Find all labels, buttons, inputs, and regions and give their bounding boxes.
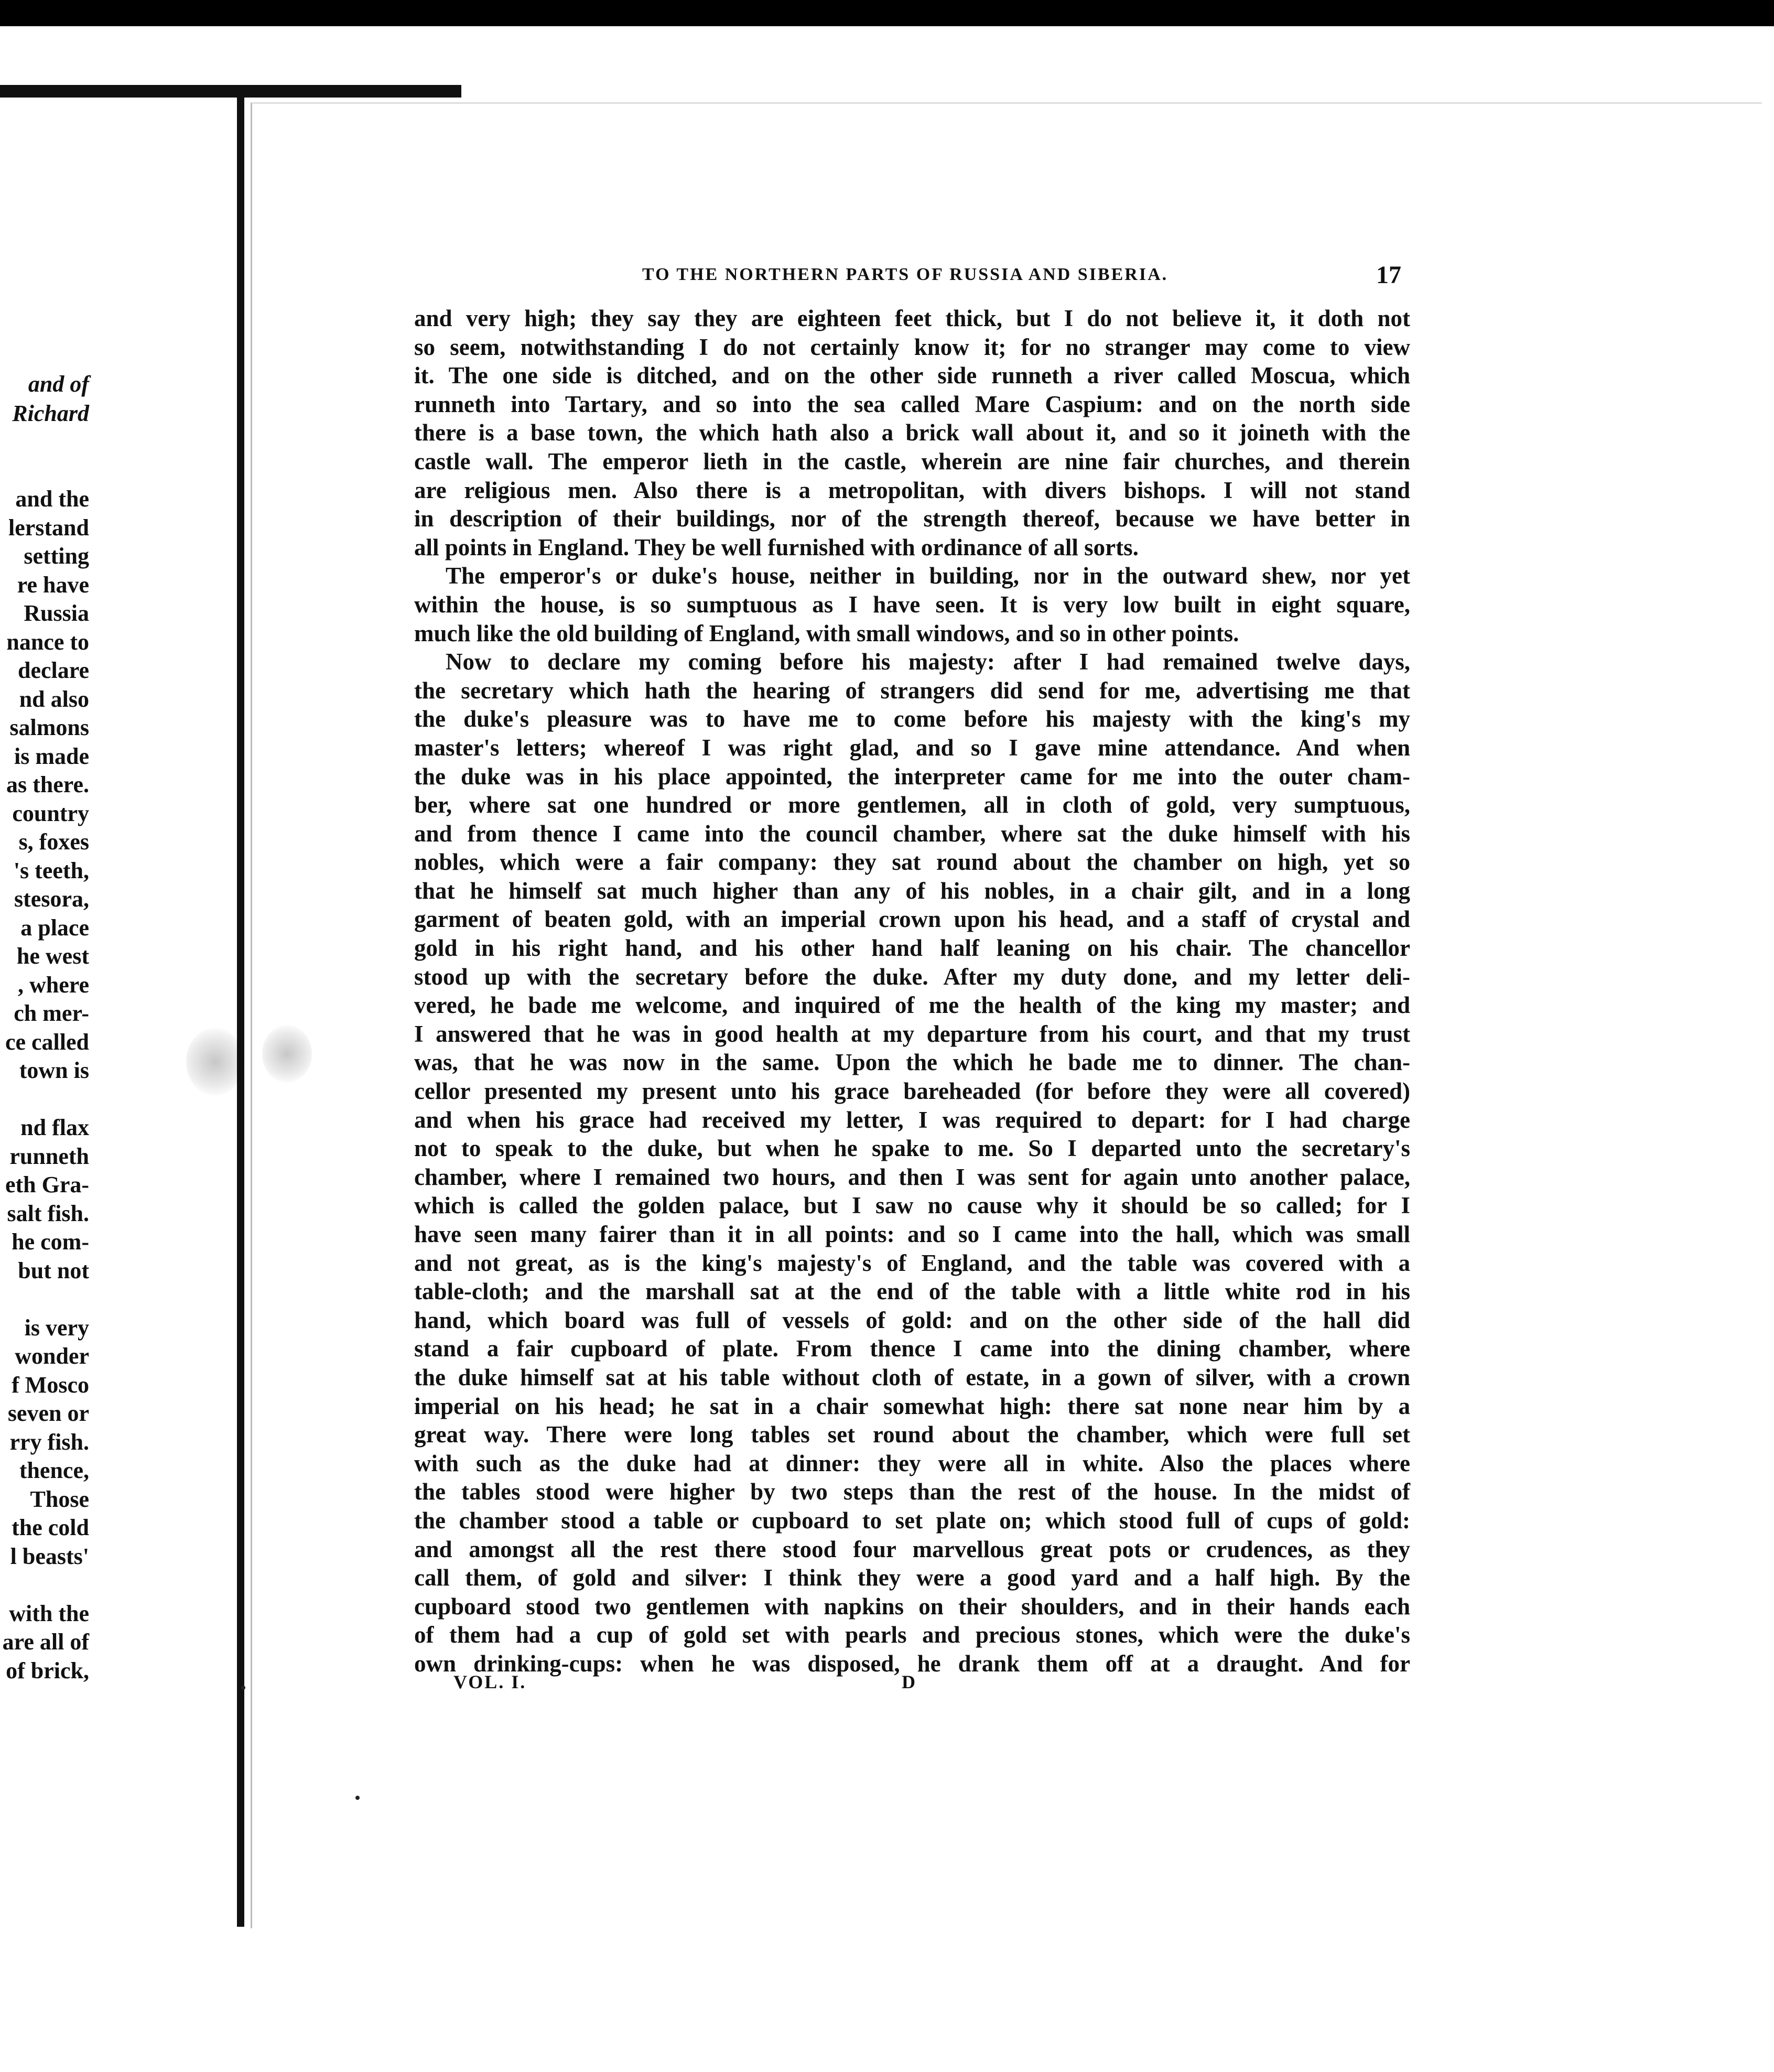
previous-page-line: is made	[14, 743, 89, 769]
body-line: and very high; they say they are eighteen feet thick, but I do not believe it, it doth not	[414, 305, 1410, 331]
gutter-rule	[237, 97, 244, 1927]
body-line: of them had a cup of gold set with pearls and precious stones, which were the duke's	[414, 1622, 1410, 1648]
previous-page-line: nance to	[6, 629, 89, 655]
body-line: nobles, which were a fair company: they sat round about the chamber on high, yet so	[414, 849, 1410, 876]
dust-speck	[241, 1686, 245, 1690]
body-line: and from thence I came into the council chamber, where sat the duke himself with his	[414, 820, 1410, 847]
body-line: castle wall. The emperor lieth in the castle, wherein are nine fair churches, and therein	[414, 448, 1410, 474]
previous-page-line: he west	[16, 943, 89, 969]
previous-page-line: , where	[17, 972, 89, 998]
ink-smudge	[262, 1025, 312, 1083]
body-line: with such as the duke had at dinner: they were all in white. Also the places where	[414, 1450, 1410, 1476]
body-line: and not great, as is the king's majesty's of England, and the table was covered with a	[414, 1249, 1410, 1276]
previous-page-line	[3, 1085, 89, 1114]
body-line: and when his grace had received my letter, I was required to depart: for I had charge	[414, 1106, 1410, 1133]
body-line: was, that he was now in the same. Upon the which he bade me to dinner. The chan-	[414, 1049, 1410, 1076]
previous-page-line: a place	[20, 914, 89, 941]
previous-page-line: f Mosco	[12, 1372, 89, 1398]
body-line: that he himself sat much higher than any of his nobles, in a chair gilt, and in a long	[414, 877, 1410, 904]
body-line: vered, he bade me welcome, and inquired of me the health of the king my master; and	[414, 992, 1410, 1019]
previous-page-line: as there.	[6, 772, 89, 797]
previous-page-line: ch mer-	[14, 1000, 89, 1026]
gathering-signature: D	[902, 1671, 915, 1692]
body-line: the chamber stood a table or cupboard to set plate on; which stood full of cups of gold:	[414, 1507, 1410, 1534]
left-page-top-rule	[0, 85, 461, 98]
body-line: cupboard stood two gentlemen with napkins on their shoulders, and in their hands each	[414, 1593, 1410, 1620]
previous-page-line: eth Gra-	[5, 1172, 89, 1197]
body-line: so seem, notwithstanding I do not certainly know it; for no stranger may come to view	[414, 333, 1410, 360]
previous-page-line: Those	[30, 1486, 89, 1512]
previous-page-line: re have	[17, 571, 89, 598]
body-line: the duke himself sat at his table without cloth of estate, in a gown of silver, with a crown	[414, 1364, 1410, 1390]
previous-page-line: 's teeth,	[13, 857, 89, 883]
body-line: imperial on his head; he sat in a chair somewhat high: there sat none near him by a	[414, 1393, 1410, 1419]
previous-page-line: wonder	[15, 1343, 89, 1369]
ink-smudge	[186, 1028, 244, 1096]
running-head: TO THE NORTHERN PARTS OF RUSSIA AND SIBERIA.	[642, 265, 1169, 284]
body-line: master's letters; whereof I was right glad, and so I gave mine attendance. And when	[414, 734, 1410, 761]
previous-page-line: thence,	[19, 1458, 89, 1483]
previous-page-line: salt fish.	[7, 1200, 89, 1226]
previous-page-line: are all of	[2, 1629, 89, 1655]
body-line: The emperor's or duke's house, neither in building, nor in the outward shew, nor yet	[446, 563, 1410, 589]
body-line: stand a fair cupboard of plate. From thence I came into the dining chamber, where	[414, 1335, 1410, 1362]
previous-page-line: but not	[18, 1257, 89, 1283]
previous-page-line: of brick,	[6, 1657, 89, 1684]
scanner-top-border	[0, 0, 1774, 26]
previous-page-line: country	[12, 800, 89, 826]
body-line: all points in England. They be well furnished with ordinance of all sorts.	[414, 534, 1139, 560]
previous-page-line: town is	[19, 1057, 89, 1083]
body-text	[414, 304, 1410, 1678]
body-line: in description of their buildings, nor of the strength thereof, because we have better in	[414, 505, 1410, 532]
body-line: garment of beaten gold, with an imperial crown upon his head, and a staff of crystal and	[414, 906, 1410, 933]
body-line: the tables stood were higher by two steps than the rest of the house. In the midst of	[414, 1479, 1410, 1505]
volume-signature: VOL. I.	[453, 1671, 527, 1692]
body-line: there is a base town, the which hath also a brick wall about it, and so it joineth with the	[414, 419, 1410, 446]
body-line: and amongst all the rest there stood four marvellous great pots or crudences, as they	[414, 1536, 1410, 1562]
body-line: are religious men. Also there is a metropolitan, with divers bishops. I will not stand	[414, 477, 1410, 503]
previous-page-line: lerstand	[8, 514, 89, 541]
body-line: table-cloth; and the marshall sat at the end of the table with a little white rod in his	[414, 1278, 1410, 1305]
body-line: it. The one side is ditched, and on the other side runneth a river called Moscua, which	[414, 362, 1410, 389]
previous-page-line: the cold	[12, 1515, 89, 1540]
previous-page-line: ce called	[5, 1029, 89, 1055]
previous-page-line: s, foxes	[18, 829, 89, 855]
dust-speck	[355, 1796, 360, 1800]
previous-page-text	[3, 485, 89, 1685]
previous-page-line: he com-	[12, 1229, 89, 1255]
page-number: 17	[1376, 261, 1401, 289]
previous-page-line: is very	[24, 1314, 89, 1341]
body-line: the duke was in his place appointed, the interpreter came for me into the outer cham-	[414, 763, 1410, 790]
body-line: much like the old building of England, with small windows, and so in other points.	[414, 620, 1239, 646]
previous-page-line: with the	[9, 1600, 89, 1626]
body-line: cellor presented my present unto his grace bareheaded (for before they were all covered)	[414, 1078, 1410, 1105]
previous-page-line: declare	[17, 657, 89, 683]
body-line: gold in his right hand, and his other hand half leaning on his chair. The chancellor	[414, 935, 1410, 962]
body-line: the duke's pleasure was to have me to come before his majesty with the king's my	[414, 706, 1410, 732]
body-line: own drinking-cups: when he was disposed, he drank them off at a draught. And for	[414, 1650, 1410, 1677]
body-line: stood up with the secretary before the duke. After my duty done, and my letter deli-	[414, 963, 1410, 990]
previous-page-line: nd also	[19, 686, 89, 712]
body-line: I answered that he was in good health at my departure from his court, and that my trust	[414, 1020, 1410, 1047]
body-line: hand, which board was full of vessels of gold: and on the other side of the hall did	[414, 1307, 1410, 1333]
previous-page-line: Russia	[24, 600, 89, 626]
previous-page-line	[3, 1571, 89, 1600]
body-line: not to speak to the duke, but when he spake to me. So I departed unto the secretary's	[414, 1135, 1410, 1162]
body-line: great way. There were long tables set round about the chamber, which were full set	[414, 1421, 1410, 1448]
body-line: chamber, where I remained two hours, and then I was sent for again unto another palace,	[414, 1163, 1410, 1190]
previous-page-line: runneth	[9, 1143, 89, 1169]
body-line: which is called the golden palace, but I saw no cause why it should be so called; for I	[414, 1192, 1410, 1219]
body-line: have seen many fairer than it in all points: and so I came into the hall, which was small	[414, 1221, 1410, 1247]
body-line: Now to declare my coming before his majesty: after I had remained twelve days,	[446, 649, 1410, 675]
body-line: within the house, is so sumptuous as I have seen. It is very low built in eight square,	[414, 591, 1410, 618]
previous-page-line: nd flax	[20, 1115, 89, 1140]
previous-page-line: rry fish.	[9, 1429, 89, 1455]
body-line: runneth into Tartary, and so into the sea called Mare Caspium: and on the north side	[414, 391, 1410, 417]
previous-page-line: setting	[24, 543, 89, 569]
body-line: the secretary which hath the hearing of strangers did send for me, advertising me that	[414, 677, 1410, 704]
body-line: call them, of gold and silver: I think they were a good yard and a half high. By the	[414, 1564, 1410, 1591]
previous-page-heading-line: and of	[28, 371, 89, 397]
previous-page-line: salmons	[9, 715, 89, 740]
body-line: ber, where sat one hundred or more gentlemen, all in cloth of gold, very sumptuous,	[414, 792, 1410, 818]
previous-page-line: stesora,	[14, 886, 89, 912]
previous-page-heading-line: Richard	[12, 401, 89, 426]
previous-page-line: and the	[15, 486, 89, 512]
previous-page-heading	[0, 370, 89, 428]
previous-page-line	[3, 1285, 89, 1314]
previous-page-line: seven or	[7, 1400, 89, 1426]
previous-page-line: l beasts'	[10, 1543, 89, 1569]
